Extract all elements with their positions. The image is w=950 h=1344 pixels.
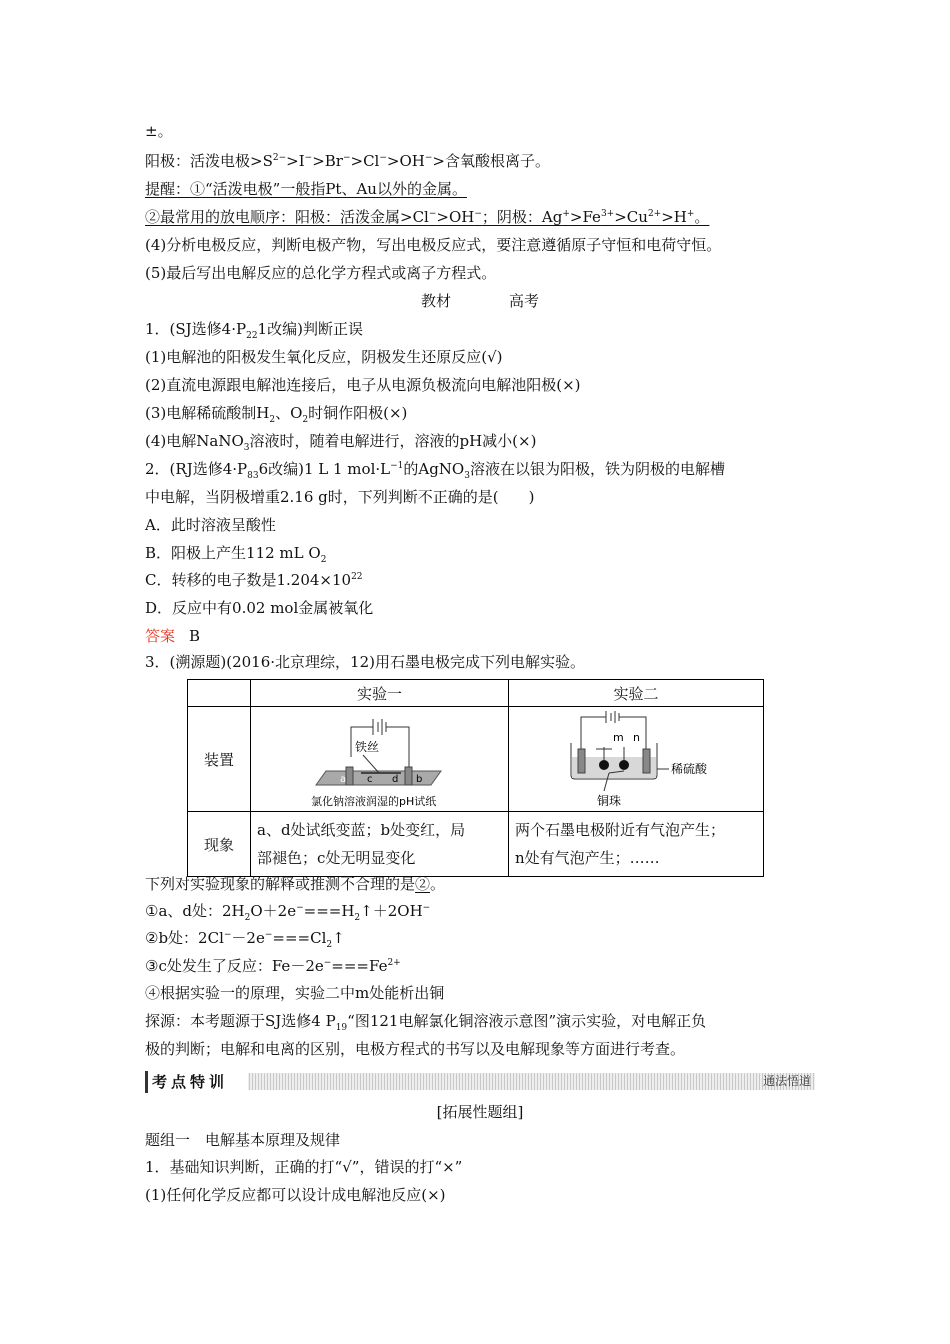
point-label: a xyxy=(340,774,347,785)
group-title: [拓展性题组] xyxy=(436,1103,524,1121)
section-banner xyxy=(145,1071,815,1093)
equation-1: ①a、d处：$2H_2O+2e^-===H_2↑+2OH^-$ xyxy=(145,902,431,923)
apparatus-caption: 氯化钠溶液润湿的pH试纸 xyxy=(311,795,437,808)
banner-right-label: 通法悟道 xyxy=(762,1074,811,1088)
apparatus-2 xyxy=(509,707,764,812)
text-line: 下列对实验现象的解释或推测不合理的是②。 xyxy=(145,875,446,893)
option-b: B．阳极上产生112 mL $O_2$ xyxy=(145,544,327,565)
text-line: (5)最后写出电解反应的总化学方程式或离子方程式。 xyxy=(145,264,497,282)
question-item: (4)电解NaNO$_3$溶液时，随着电解进行，溶液的pH减小(×) xyxy=(145,432,537,453)
question-2: 2．(RJ选修$4\cdot P_{83}6$改编)1 L 1 $mol\cdot L^{-1}$的AgNO$_3$溶液在以银为阳极，铁为阴极的电解槽 xyxy=(145,460,725,481)
text-line: ±。 xyxy=(145,122,173,140)
group-heading: 题组一 电解基本原理及规律 xyxy=(145,1131,341,1149)
bead-label: 铜珠 xyxy=(597,794,622,808)
question-item: (2)直流电源跟电解池连接后，电子从电源负极流向电解池阳极(×) xyxy=(145,376,581,394)
option-d: D．反应中有0.02 mol金属被氧化 xyxy=(145,599,374,617)
tip-line: 提醒：①“活泼电极”一般指Pt、Au以外的金属。 xyxy=(145,180,467,198)
question-item: (1)电解池的阳极发生氧化反应，阴极发生还原反应(√) xyxy=(145,348,503,366)
equation-3: ③c处发生了反应：$Fe-2e^-===Fe^{2+}$ xyxy=(145,957,401,975)
tip-line: ②最常用的放电顺序：阳极：活泼金属>Cl−>OH−；阴极：$Ag^+>Fe^{3+}>Cu^{2+}>H^+$。 xyxy=(145,208,710,226)
statement-4: ④根据实验一的原理，实验二中m处能析出铜 xyxy=(145,984,445,1002)
question-1: 1．(SJ选修$4\cdot P_{22}1$改编)判断正误 xyxy=(145,320,363,341)
acid-label: 稀硫酸 xyxy=(671,762,708,776)
apparatus-2-diagram xyxy=(509,707,763,811)
apparatus-1 xyxy=(251,707,509,812)
question-item: (1)任何化学反应都可以设计成电解池反应(×) xyxy=(145,1186,446,1204)
question-line: 1．基础知识判断，正确的打“√”，错误的打“×” xyxy=(145,1158,463,1176)
row-label: 装置 xyxy=(188,707,251,812)
source-line: 极的判断；电解和电离的区别，电极方程式的书写以及电解现象等方面进行考查。 xyxy=(145,1040,686,1058)
section-title: 教材 高考 xyxy=(420,292,540,310)
observation-2: 两个石墨电极附近有气泡产生； n处有气泡产生；…… xyxy=(509,812,764,877)
equation-2: ②b处：$2Cl^--2e^-===Cl_2↑$ xyxy=(145,929,345,950)
source-line: 探源：本考题源于SJ选修4 $P_{19}“$图121电解氯化铜溶液示意图”演示实验，对电解正负 xyxy=(145,1012,707,1033)
question-2-cont: 中电解，当阴极增重2.16 g时，下列判断不正确的是( ) xyxy=(145,488,535,506)
experiment-table xyxy=(187,679,764,877)
row-label: 现象 xyxy=(188,812,251,877)
observation-1: a、d处试纸变蓝；b处变红，局 部褪色；c处无明显变化 xyxy=(251,812,509,877)
banner-bar xyxy=(243,1073,815,1090)
option-c: C．转移的电子数是$1.204\times 10^{22}$ xyxy=(145,571,363,589)
table-header: 实验一 xyxy=(251,680,509,707)
question-item: (3)电解稀硫酸制$H_2$、$O_2$时铜作阳极(×) xyxy=(145,404,408,425)
point-label: n xyxy=(633,731,640,744)
apparatus-1-diagram xyxy=(251,707,508,811)
option-a: A．此时溶液呈酸性 xyxy=(145,516,276,534)
point-label: m xyxy=(613,731,624,744)
point-label: d xyxy=(392,774,399,785)
answer-line: 答案 B xyxy=(145,627,201,645)
point-label: b xyxy=(416,774,423,785)
point-label: c xyxy=(367,774,373,785)
table-header: 实验二 xyxy=(509,680,764,707)
banner-tag: 考点特训 xyxy=(145,1071,248,1093)
iron-wire-label: 铁丝 xyxy=(355,740,380,754)
text-line: (4)分析电极反应，判断电极产物，写出电极反应式，要注意遵循原子守恒和电荷守恒。 xyxy=(145,236,722,254)
question-3: 3．(溯源题)(2016·北京理综，12)用石墨电极完成下列电解实验。 xyxy=(145,653,585,671)
text-line: 阳极：活泼电极$>S^{2-}>I^->Br^->Cl^->OH^->$含氧酸根离子。 xyxy=(145,152,550,170)
